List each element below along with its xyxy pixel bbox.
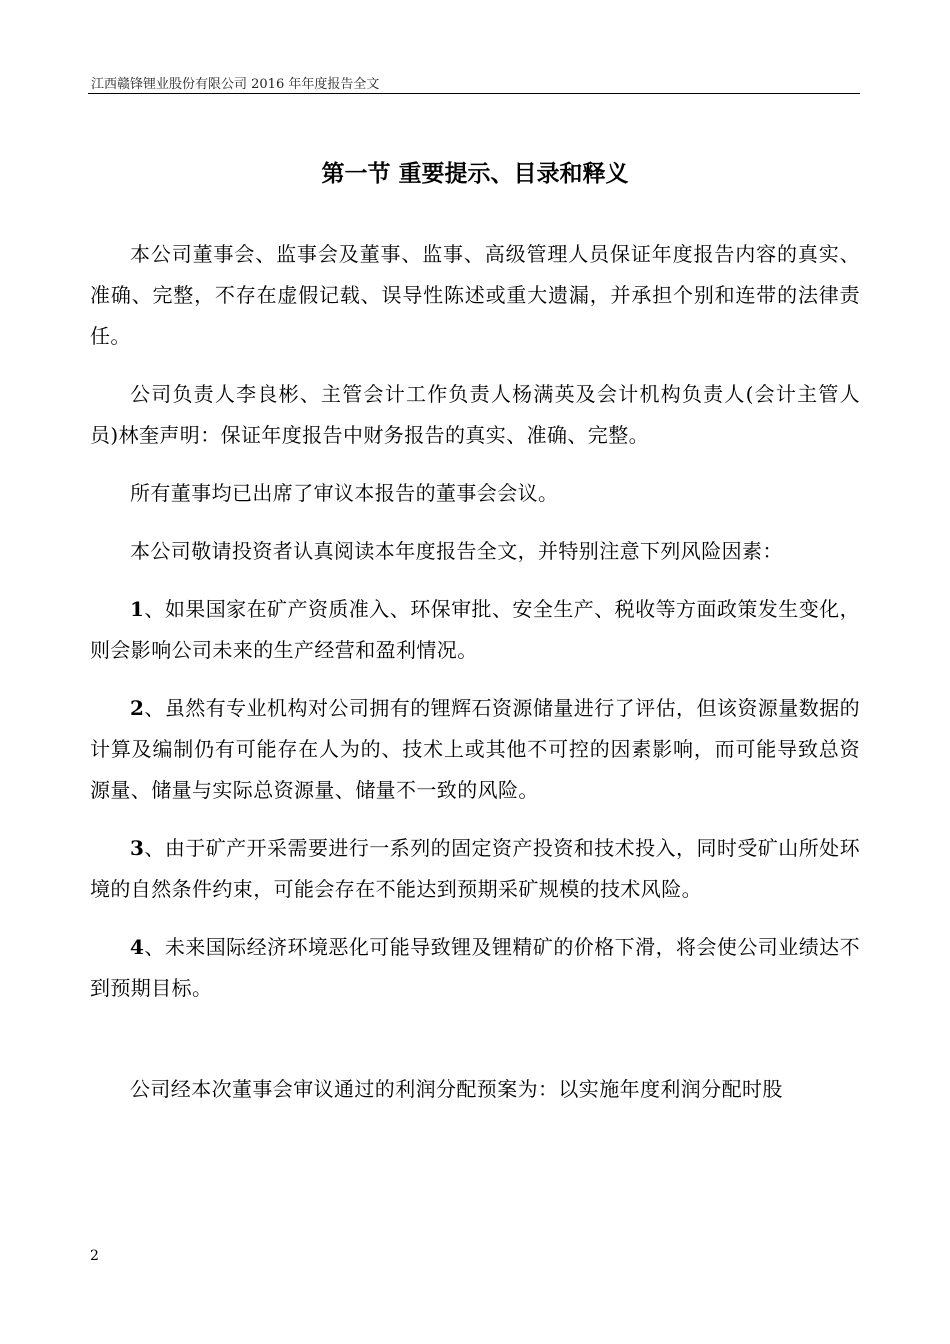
risk-text: 、虽然有专业机构对公司拥有的锂辉石资源储量进行了评估，但该资源量数据的计算及编制仍有可能存在人为的、技术上或其他不可控的因素影响，而可能导致总资源量、储量与实际总资源量、储量不一致的风险。 — [90, 696, 860, 802]
risk-text: 、未来国际经济环境恶化可能导致锂及锂精矿的价格下滑，将会使公司业绩达不到预期目标。 — [90, 935, 860, 1000]
section-title: 第一节 重要提示、目录和释义 — [321, 161, 629, 187]
paragraph-board-guarantee: 本公司董事会、监事会及董事、监事、高级管理人员保证年度报告内容的真实、准确、完整，不存在虚假记载、误导性陈述或重大遗漏，并承担个别和连带的法律责任。 — [90, 242, 860, 348]
page-number: 2 — [90, 1248, 99, 1264]
paragraph-risk-notice: 本公司敬请投资者认真阅读本年度报告全文，并特别注意下列风险因素： — [130, 539, 783, 563]
risk-item-2 — [90, 688, 860, 811]
risk-item-4 — [90, 927, 860, 1009]
risk-text: 、如果国家在矿产资质准入、环保审批、安全生产、税收等方面政策发生变化，则会影响公司未来的生产经营和盈利情况。 — [90, 597, 860, 662]
document-body — [90, 234, 860, 1110]
risk-number: 4 — [130, 935, 145, 959]
risk-text: 、由于矿产开采需要进行一系列的固定资产投资和技术投入，同时受矿山所处环境的自然条件约束，可能会存在不能达到预期采矿规模的技术风险。 — [90, 836, 860, 901]
risk-number: 2 — [130, 696, 145, 720]
risk-item-1 — [90, 589, 860, 671]
header-divider — [88, 93, 860, 94]
risk-number: 1 — [130, 597, 145, 621]
paragraph-profit-distribution: 公司经本次董事会审议通过的利润分配预案为：以实施年度利润分配时股 — [130, 1077, 783, 1101]
paragraph-directors-attendance: 所有董事均已出席了审议本报告的董事会会议。 — [130, 481, 559, 505]
risk-item-3 — [90, 828, 860, 910]
risk-number: 3 — [130, 836, 145, 860]
paragraph-responsible-persons: 公司负责人李良彬、主管会计工作负责人杨满英及会计机构负责人(会计主管人员)林奎声明：保证年度报告中财务报告的真实、准确、完整。 — [90, 382, 860, 447]
page-header: 江西赣锋锂业股份有限公司 2016 年年度报告全文 — [91, 77, 380, 92]
